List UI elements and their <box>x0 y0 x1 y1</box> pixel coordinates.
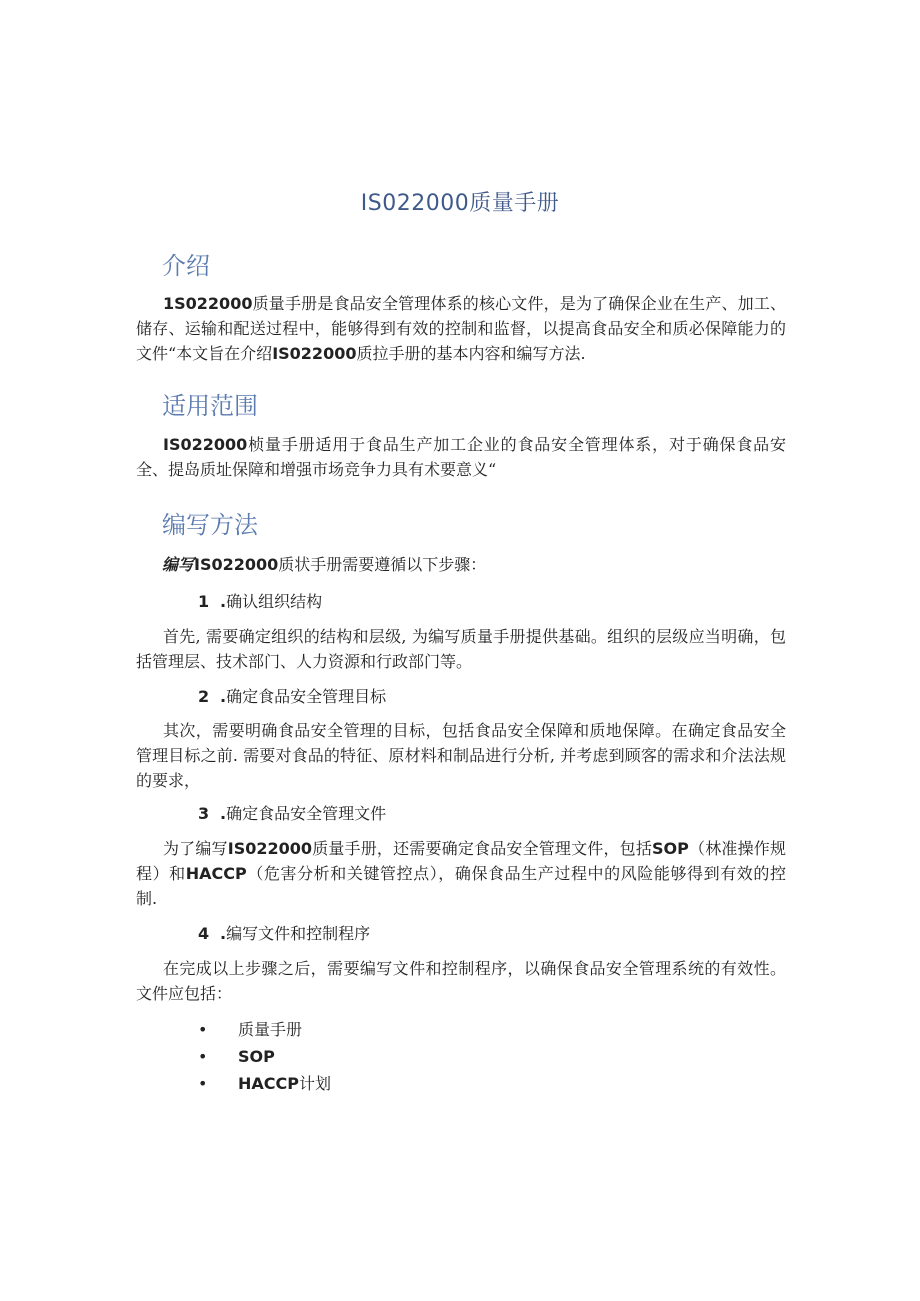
document-title: IS022000质量手册 <box>360 191 560 216</box>
bullet-icon: • <box>198 1074 208 1093</box>
list-item <box>198 1016 331 1043</box>
step-2-label: 确定食品安全管理目标 <box>226 687 387 706</box>
step-3-body-b: 质量手册，还需要确定食品安全管理文件，包括 <box>312 839 653 858</box>
bullet-icon: • <box>198 1020 208 1039</box>
step-3-label: 确定食品安全管理文件 <box>226 804 387 823</box>
document-list <box>198 1016 331 1097</box>
step-3-body-c: （林准操作规程）和 <box>136 839 786 883</box>
step-1-number: 1 <box>198 592 210 611</box>
step-1-dot: . <box>220 592 227 611</box>
intro-text-2: 质拉手册的基本内容和编写方法. <box>356 344 586 363</box>
step-3-body <box>136 836 786 911</box>
step-4-label: 编写文件和控制程序 <box>226 924 371 943</box>
step-3-code-1: IS022000 <box>227 839 313 858</box>
step-3-code-3: HACCP <box>185 864 247 883</box>
step-3-title <box>198 801 386 824</box>
method-lead-italic: 编写 <box>162 555 195 574</box>
step-4-dot: . <box>220 924 227 943</box>
scope-code: IS022000 <box>163 435 248 454</box>
intro-paragraph <box>136 291 786 366</box>
list-item-text: SOP <box>238 1047 275 1066</box>
step-1-body: 首先, 需要确定组织的结构和层级, 为编写质量手册提供基础。组织的层级应当明确，包括管理层、技术部门、人力资源和行政部门等。 <box>136 627 786 671</box>
scope-paragraph <box>136 432 786 482</box>
list-item-text: 质量手册 <box>238 1020 303 1039</box>
list-item <box>198 1043 331 1070</box>
step-3-body-d: （危害分析和关键管控点），确保食品生产过程中的风险能够得到有效的控制. <box>136 864 786 908</box>
list-item <box>198 1070 331 1097</box>
heading-method: 编写方法 <box>162 511 258 539</box>
method-lead-text: 质状手册需要遵循以下步骤： <box>278 555 487 574</box>
bullet-icon: • <box>198 1047 208 1066</box>
intro-code-1: 1S022000 <box>163 294 253 313</box>
step-2-title <box>198 684 386 707</box>
intro-text-1: 质量手册是食品安全管理体系的核心文件，是为了确保企业在生产、加工、储存、运输和配送过程中，能够得到有效的控制和监督，以提高食品安全和质必保障能力的文件“本文旨在介绍 <box>136 294 786 363</box>
step-1-title <box>198 589 322 612</box>
step-4-title <box>198 921 370 944</box>
heading-scope: 适用范围 <box>162 392 258 420</box>
list-item-text: 计划 <box>298 1074 331 1093</box>
heading-intro: 介绍 <box>162 252 210 280</box>
step-2-dot: . <box>220 687 227 706</box>
step-3-body-a: 为了编写 <box>163 839 228 858</box>
step-4-number: 4 <box>198 924 210 943</box>
step-2-number: 2 <box>198 687 210 706</box>
step-3-code-2: SOP <box>652 839 689 858</box>
step-1-label: 确认组织结构 <box>226 592 323 611</box>
step-3-dot: . <box>220 804 227 823</box>
method-lead <box>162 552 486 575</box>
step-2-body: 其次，需要明确食品安全管理的目标，包括食品安全保障和质地保障。在确定食品安全管理目标之前. 需要对食品的特征、原材料和制品进行分析, 并考虑到顾客的需求和介法法规的要求， <box>136 721 786 790</box>
scope-text: 桢量手册适用于食品生产加工企业的食品安全管理体系，对于确保食品安全、提岛质址保障和增强市场竞争力具有术要意义“ <box>136 435 786 479</box>
method-lead-code: IS022000 <box>194 555 279 574</box>
step-3-number: 3 <box>198 804 210 823</box>
step-4-body: 在完成以上步骤之后，需要编写文件和控制程序，以确保食品安全管理系统的有效性。文件应包括： <box>136 959 786 1003</box>
intro-code-2: IS022000 <box>272 344 357 363</box>
list-item-code: HACCP <box>238 1074 299 1093</box>
